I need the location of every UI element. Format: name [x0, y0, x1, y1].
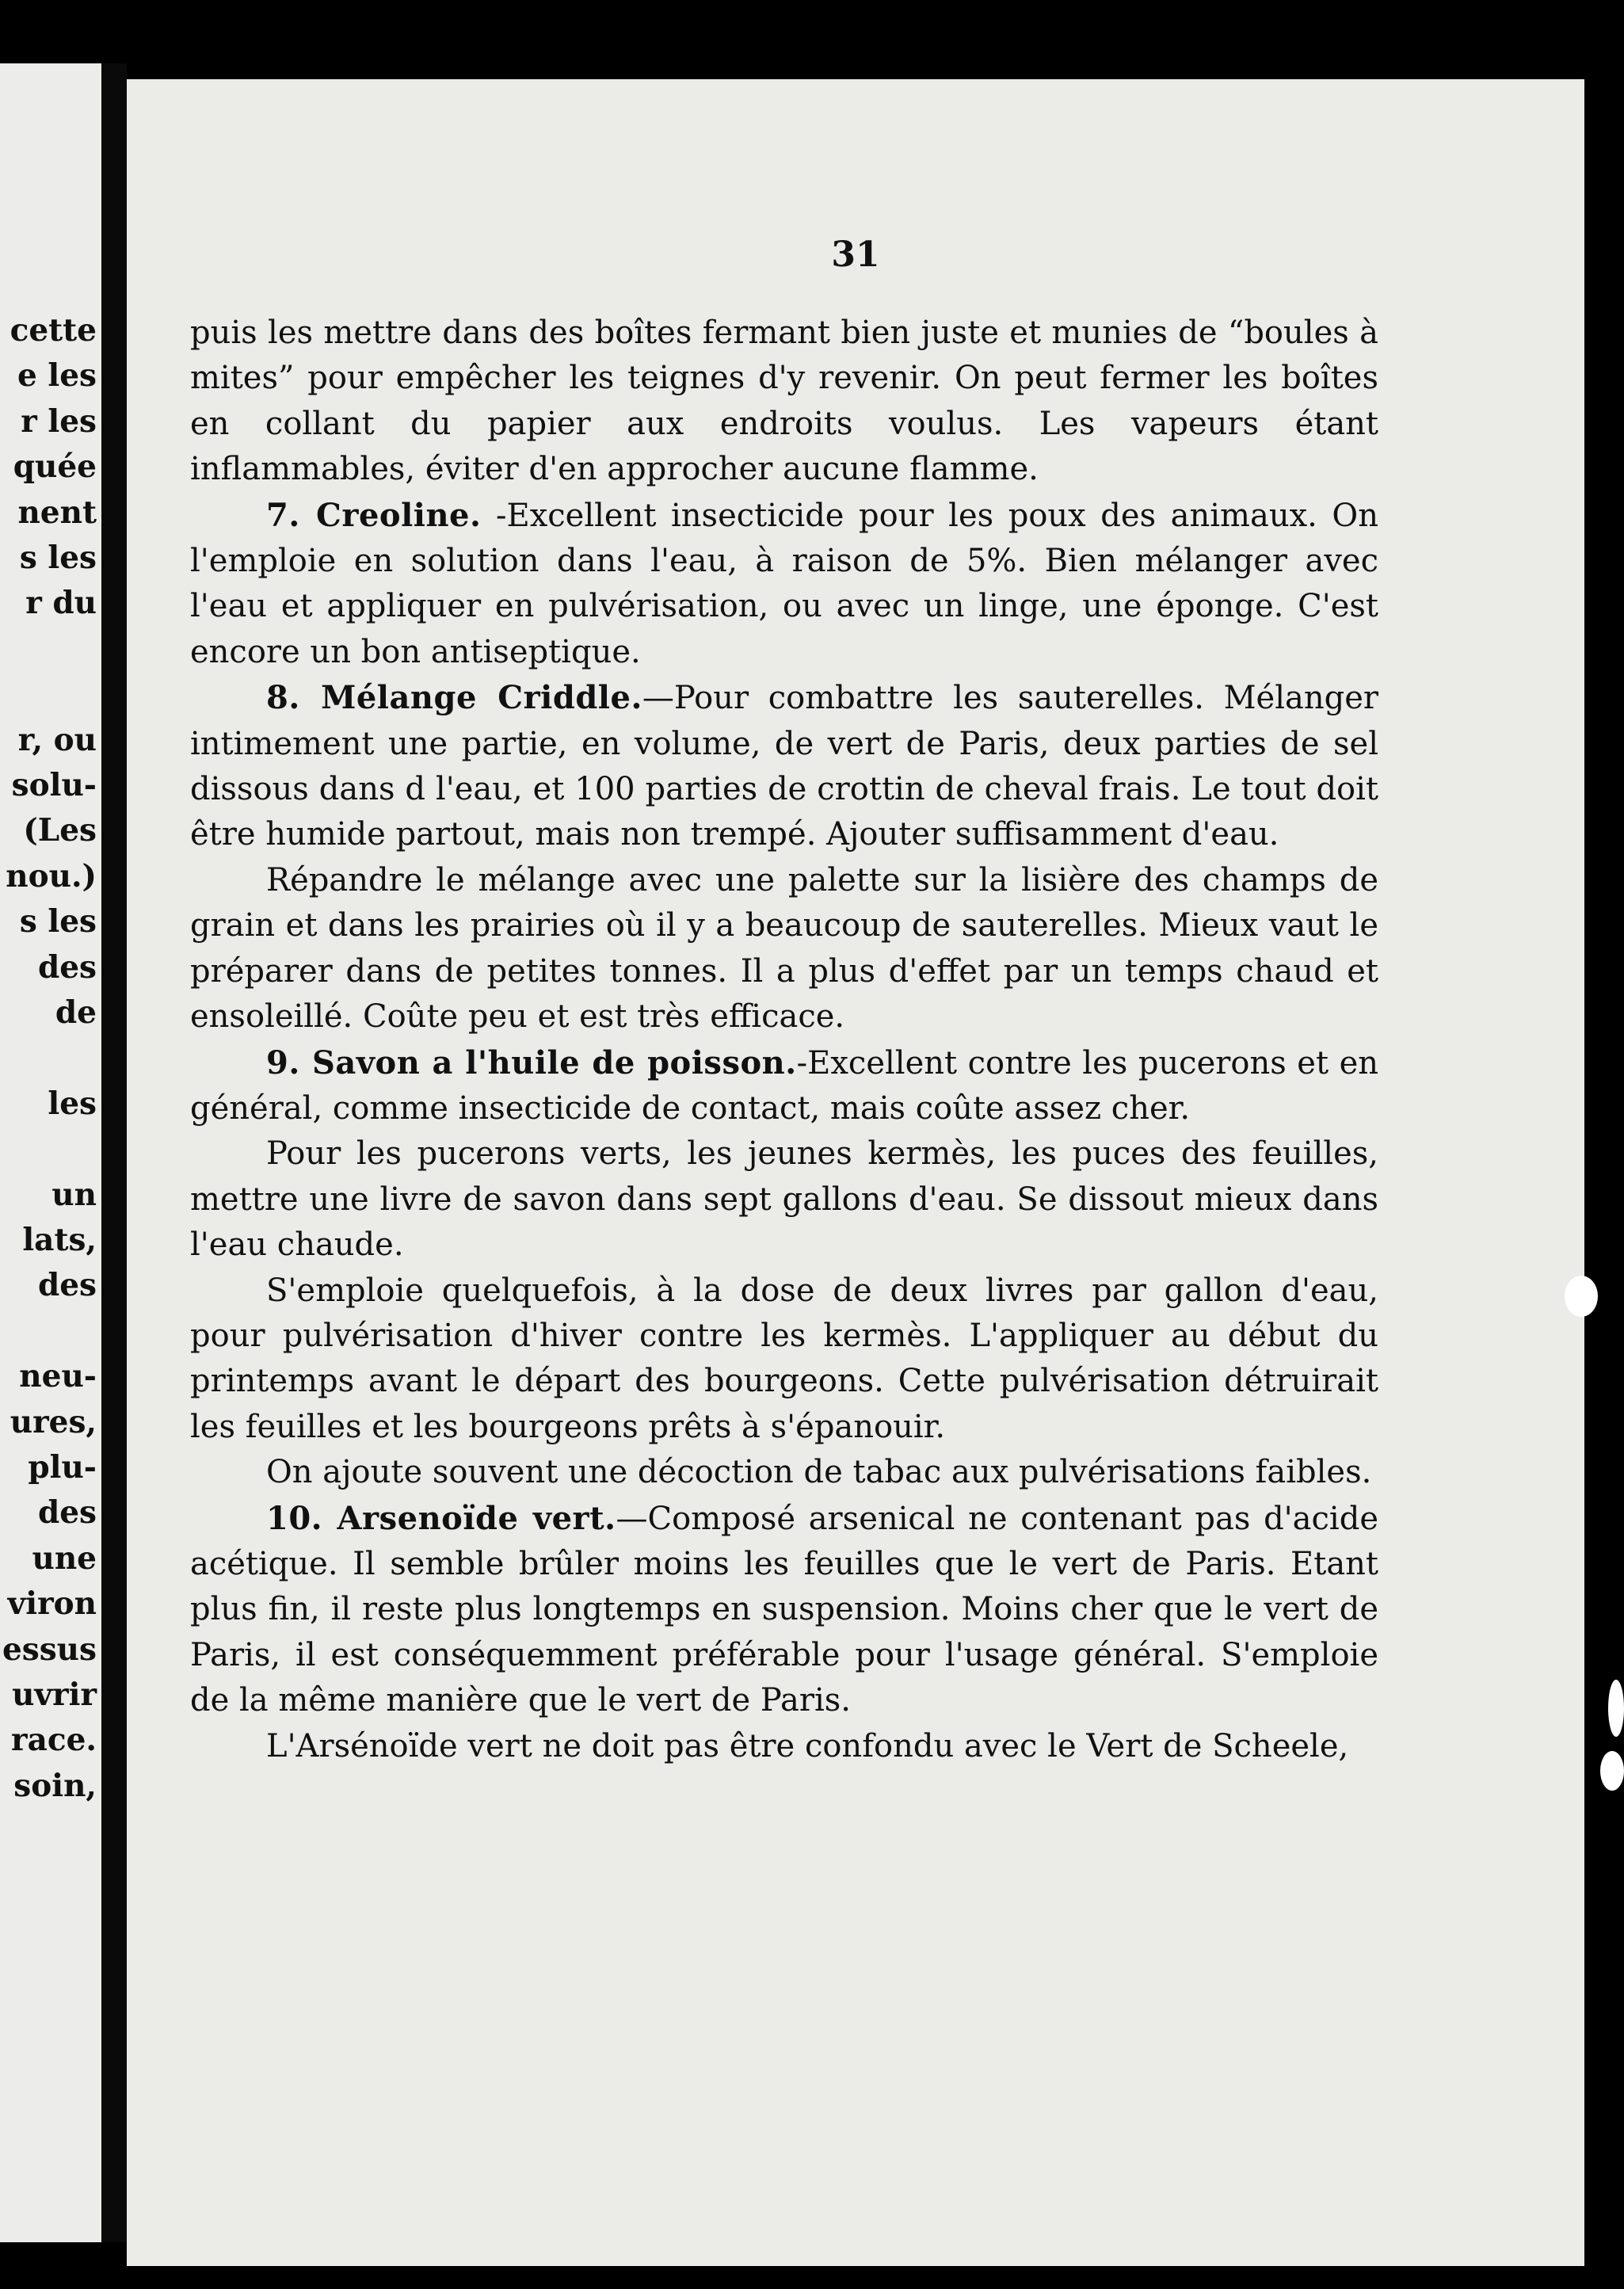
paragraph-text: S'emploie quelquefois, à la dose de deux livres par gallon d'eau, pour pulvérisation d'hiver contre les kermès. L'appliquer au début du printemps avant le départ des bourgeons. Cette pulvérisation détruirait les feuilles et les bourgeons prêts à s'épanouir.: [190, 1272, 1378, 1445]
left-page-line: soin,: [13, 1767, 97, 1804]
paragraph: [190, 493, 1378, 676]
left-page-line: essus: [2, 1631, 97, 1668]
paragraph-text: -Excellent insecticide pour les poux des animaux. On l'emploie en solution dans l'eau, à raison de 5%. Bien mélanger avec l'eau et appliquer en pulvérisation, ou avec un linge, une éponge. C'est encore un bon antiseptique.: [190, 497, 1378, 670]
paper-speck: [1565, 1276, 1598, 1317]
left-page-line: (Les: [23, 812, 97, 849]
left-page-line: des: [37, 1494, 97, 1532]
paragraph: [190, 1496, 1378, 1724]
paragraph-text: On ajoute souvent une décoction de tabac aux pulvérisations faibles.: [266, 1454, 1372, 1491]
paragraph: [190, 858, 1378, 1040]
left-page-line: race.: [11, 1722, 97, 1759]
left-page-line: r, ou: [17, 721, 97, 758]
paragraph-text: L'Arsénoïde vert ne doit pas être confondu avec le Vert de Scheele,: [266, 1727, 1349, 1764]
page-gutter: [101, 63, 127, 2242]
paragraph: [190, 1268, 1378, 1451]
left-page-line: ures,: [10, 1403, 97, 1440]
body-text: [190, 311, 1378, 1769]
left-page-fragment: [0, 63, 101, 2242]
paragraph: [190, 311, 1378, 493]
left-page-line: solu-: [11, 767, 97, 803]
paper-speck: [1600, 1751, 1624, 1791]
paragraph: [190, 1040, 1378, 1132]
left-page-line: quée: [13, 448, 97, 486]
left-page-line: plu-: [28, 1449, 97, 1486]
paragraph: [190, 1724, 1378, 1769]
left-page-line: e les: [17, 357, 97, 395]
left-page-line: s les: [19, 903, 97, 940]
left-page-line: des: [37, 948, 97, 986]
item-heading: 10. Arsenoïde vert.: [266, 1499, 616, 1537]
paragraph-text: Répandre le mélange avec une palette sur la lisière des champs de grain et dans les prairies où il y a beaucoup de sauterelles. Mieux vaut le préparer dans de petites tonnes. Il a plus d'effet par un temps chaud et ensoleillé. Coûte peu et est très efficace.: [190, 861, 1378, 1036]
left-page-line: nou.): [6, 857, 97, 895]
paragraph-text: Pour les pucerons verts, les jeunes kermès, les puces des feuilles, mettre une livre de savon dans sept gallons d'eau. Se dissout mieux dans l'eau chaude.: [190, 1135, 1378, 1264]
paragraph-text: —Pour combattre les sauterelles. Mélanger intimement une partie, en volume, de vert de Paris, deux parties de sel dissous dans d l'eau, et 100 parties de crottin de cheval frais. Le tout doit être humide partout, mais non trempé. Ajouter suffisamment d'eau.: [190, 680, 1379, 853]
left-page-line: des: [37, 1267, 97, 1304]
left-page-line: lats,: [22, 1222, 97, 1258]
paper-speck: [1608, 1680, 1624, 1737]
item-heading: 9. Savon a l'huile de poisson.: [266, 1043, 797, 1082]
paragraph: [190, 1450, 1378, 1495]
left-page-line: une: [32, 1539, 97, 1577]
left-page-line: viron: [7, 1585, 97, 1623]
left-page-line: nent: [17, 494, 97, 531]
item-heading: 7. Creoline.: [266, 496, 482, 534]
left-page-line: cette: [10, 312, 97, 349]
item-heading: 8. Mélange Criddle.: [266, 679, 642, 717]
left-page-line: neu-: [19, 1358, 97, 1395]
page-number: 31: [831, 235, 880, 275]
paragraph: [190, 1131, 1378, 1268]
paragraph-text: -Excellent contre les pucerons et en général, comme insecticide de contact, mais coûte assez cher.: [190, 1044, 1378, 1127]
paragraph: [190, 675, 1378, 858]
left-page-line: un: [51, 1176, 97, 1213]
left-page-line: de: [55, 994, 97, 1031]
paragraph-text: —Composé arsenical ne contenant pas d'acide acétique. Il semble brûler moins les feuilles que le vert de Paris. Etant plus fin, il reste plus longtemps en suspension. Moins cher que le vert de Paris, il est conséquemment préférable pour l'usage général. S'emploie de la même manière que le vert de Paris.: [190, 1500, 1378, 1719]
left-page-line: r du: [25, 585, 97, 622]
left-page-line: les: [48, 1085, 97, 1122]
right-page: [127, 79, 1584, 2266]
left-page-line: r les: [21, 402, 97, 440]
left-page-line: uvrir: [12, 1677, 97, 1713]
left-page-line: s les: [19, 540, 97, 576]
paragraph-text: puis les mettre dans des boîtes fermant bien juste et munies de “boules à mites” pour empêcher les teignes d'y revenir. On peut fermer les boîtes en collant du papier aux endroits voulus. Les vapeurs étant inflammables, éviter d'en approcher aucune flamme.: [190, 315, 1378, 488]
